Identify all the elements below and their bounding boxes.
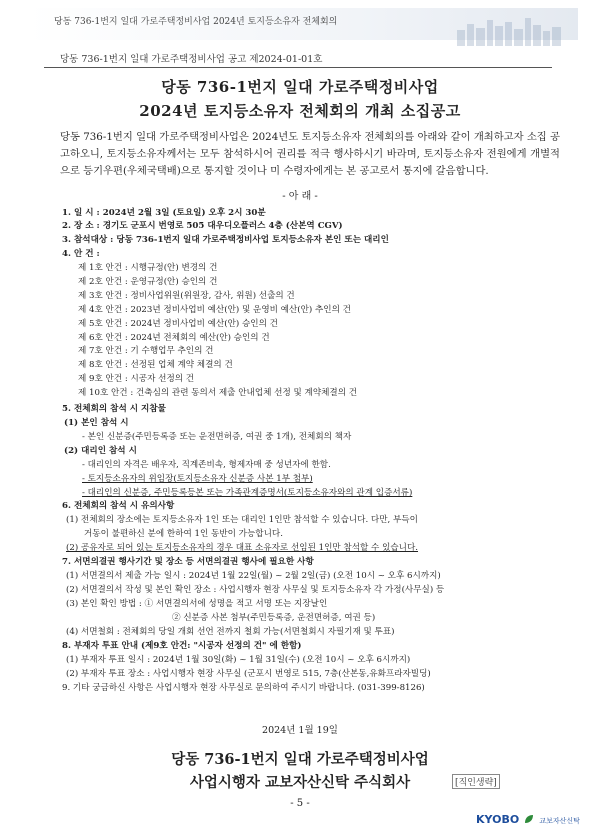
section-5-proxy-item-1: - 대리인의 자격은 배우자, 직계존비속, 형제자매 중 성년자에 한함.	[82, 460, 331, 470]
agenda-item	[78, 345, 213, 357]
agenda-item	[78, 332, 270, 344]
section-5-self-heading: (1) 본인 참석 시	[64, 418, 129, 428]
section-7-line-4: ② 신분증 사본 첨부(주민등록증, 운전면허증, 여권 등)	[172, 613, 376, 623]
agenda-item	[78, 387, 357, 399]
agenda-item-number: 제 1호 안건 :	[78, 263, 128, 273]
agenda-item	[78, 304, 351, 316]
section-8-line-2: (2) 부재자 투표 장소 : 사업시행자 현장 사무실 (군포시 번영로 515, 7층(산본동,유화프라자빌딩)	[66, 669, 431, 679]
agenda-item-text: 기 수행업무 추인의 건	[130, 346, 214, 357]
section-5-proxy-item-2: - 토지등소유자의 위임장(토지등소유자 신분증 사본 1부 첨부)	[82, 474, 313, 484]
section-8-title: 8. 부재자 투표 안내 (제9호 안건: "시공자 선정의 건" 에 한함)	[62, 641, 302, 651]
logo-subtitle: 교보자산신탁	[539, 817, 580, 825]
signature-line-2: 사업시행자 교보자산신탁 주식회사	[189, 774, 411, 791]
agenda-item-text: 2024년 전체회의 예산(안) 승인의 건	[130, 332, 270, 343]
section-7-line-2: (2) 서면결의서 작성 및 본인 확인 장소 : 사업시행자 현장 사무실 및 토지등소유자 각 가정(사무실) 등	[66, 585, 445, 595]
notice-number: 당동 736-1번지 일대 가로주택정비사업 공고 제2024-01-01호	[60, 54, 323, 65]
meeting-place-value: 경기도 군포시 번영로 505 대우디오플러스 4층 (산본역 CGV)	[102, 221, 343, 231]
agenda-item-number: 제 10호 안건 :	[78, 388, 134, 399]
section-7-line-5: (4) 서면철회 : 전체회의 당일 개회 선언 전까지 철회 가능(서면철회시 자필기재 및 투표)	[66, 627, 395, 637]
notice-date: 2024년 1월 19일	[262, 725, 338, 736]
agenda-item-text: 건축심의 관련 동의서 제출 안내업체 선정 및 계약체결의 건	[135, 388, 358, 399]
agenda-item-number: 제 4호 안건 :	[78, 304, 128, 315]
header-band-title: 당동 736-1번지 일대 가로주택정비사업 2024년 토지등소유자 전체회의	[54, 17, 338, 27]
agenda-item	[78, 359, 233, 371]
agenda-label: 4. 안 건 :	[62, 249, 100, 259]
meeting-place-row	[62, 220, 343, 232]
kyobo-logo	[476, 808, 586, 826]
agenda-item	[78, 276, 217, 288]
agenda-item-text: 시행규정(안) 변경의 건	[130, 263, 218, 273]
agenda-item	[78, 318, 278, 330]
section-6-title: 6. 전체회의 참석 시 유의사항	[62, 501, 175, 511]
agenda-item-number: 제 6호 안건 :	[78, 332, 128, 343]
page-number: - 5 -	[290, 798, 310, 809]
attendee-label: 3. 참석대상 :	[62, 235, 114, 245]
attendee-value: 당동 736-1번지 일대 가로주택정비사업 토지등소유자 본인 또는 대리인	[116, 235, 389, 245]
agenda-item	[78, 262, 217, 274]
section-8-line-1: (1) 부재자 투표 일시 : 2024년 1월 30일(화) ~ 1월 31일(수) (오전 10시 ~ 오후 6시까지)	[66, 655, 411, 665]
agenda-item-number: 제 3호 안건 :	[78, 290, 128, 301]
agenda-item-text: 2023년 정비사업비 예산(안) 및 운영비 예산(안) 추인의 건	[130, 304, 351, 315]
section-7-line-1: (1) 서면결의서 제출 가능 일시 : 2024년 1월 22일(월) ~ 2월 2일(금) (오전 10시 ~ 오후 6시까지)	[66, 571, 441, 581]
agenda-item	[78, 373, 194, 385]
agenda-item	[78, 290, 295, 302]
meeting-date-label: 1. 일 시 :	[62, 208, 100, 218]
agenda-item-number: 제 8호 안건 :	[78, 360, 128, 371]
agenda-item-text: 2024년 정비사업비 예산(안) 승인의 건	[130, 318, 278, 329]
agenda-item-number: 제 9호 안건 :	[78, 374, 128, 385]
section-5-self-item: - 본인 신분증(주민등록증 또는 운전면허증, 여권 중 1개), 전체회의 책자	[82, 432, 352, 442]
section-6-line-1: (1) 전체회의 장소에는 토지등소유자 1인 또는 대리인 1인만 참석할 수 있습니다. 다만, 부득이	[66, 515, 418, 525]
page-title-line2: 2024년 토지등소유자 전체회의 개최 소집공고	[139, 102, 461, 120]
section-5-title: 5. 전체회의 참석 시 지참물	[62, 404, 166, 414]
section-heading-ahrae: - 아 래 -	[282, 191, 318, 202]
meeting-place-label: 2. 장 소 :	[62, 221, 100, 231]
section-5-proxy-item-3: - 대리인의 신분증, 주민등록등본 또는 가족관계증명서(토지등소유자와의 관계 입증서류)	[82, 488, 413, 498]
agenda-item-number: 제 7호 안건 :	[78, 346, 128, 357]
city-skyline-graphic	[452, 16, 572, 46]
section-6-line-2: 거동이 불편하신 분에 한하여 1인 동반이 가능합니다.	[84, 529, 283, 539]
agenda-item-text: 운영규정(안) 승인의 건	[130, 276, 218, 287]
meeting-date-row	[62, 207, 266, 219]
page-title-line1: 당동 736-1번지 일대 가로주택정비사업	[161, 78, 439, 96]
section-6-line-3: (2) 공유자로 되어 있는 토지등소유자의 경우 대표 소유자로 선임된 1인만 참석할 수 있습니다.	[66, 543, 419, 553]
meeting-date-value: 2024년 2월 3일 (토요일) 오후 2시 30분	[102, 208, 266, 218]
agenda-item-text: 시공자 선정의 건	[130, 374, 195, 385]
seal-omitted-note: [직인생략]	[452, 774, 500, 789]
signature-line-1: 당동 736-1번지 일대 가로주택정비사업	[171, 751, 429, 768]
agenda-item-text: 정비사업위원(위원장, 감사, 위원) 선출의 건	[130, 290, 295, 301]
section-7-line-3: (3) 본인 확인 방법 : ① 서면결의서에 성명을 적고 서명 또는 지장날인	[66, 599, 328, 609]
section-5-proxy-heading: (2) 대리인 참석 시	[64, 446, 137, 456]
agenda-item-text: 선정된 업체 계약 체결의 건	[130, 360, 233, 371]
agenda-item-number: 제 5호 안건 :	[78, 318, 128, 329]
leaf-icon	[524, 814, 534, 824]
section-7-title: 7. 서면의결권 행사기간 및 장소 등 서면의결권 행사에 필요한 사항	[62, 557, 314, 567]
section-9: 9. 기타 궁금하신 사항은 사업시행자 현장 사무실로 문의하여 주시기 바랍니다. (031-399-8126)	[62, 683, 425, 693]
divider	[44, 67, 552, 68]
logo-wordmark: KYOBO	[476, 813, 520, 826]
agenda-item-number: 제 2호 안건 :	[78, 276, 128, 287]
attendee-row	[62, 234, 389, 246]
intro-paragraph: 당동 736-1번지 일대 가로주택정비사업은 2024년도 토지등소유자 전체회의를 아래와 같이 개최하고자 소집 공고하오니, 토지등소유자께서는 모두 참석하시어 권리를 적극 행사하시기 바라며, 토지등소유자 전원에게 개별적으로 등기우편(우체국택배)으로 통지할 것이나 미 수령자에게는 본 공고로서 통지에 갈음합니다.	[60, 131, 560, 177]
